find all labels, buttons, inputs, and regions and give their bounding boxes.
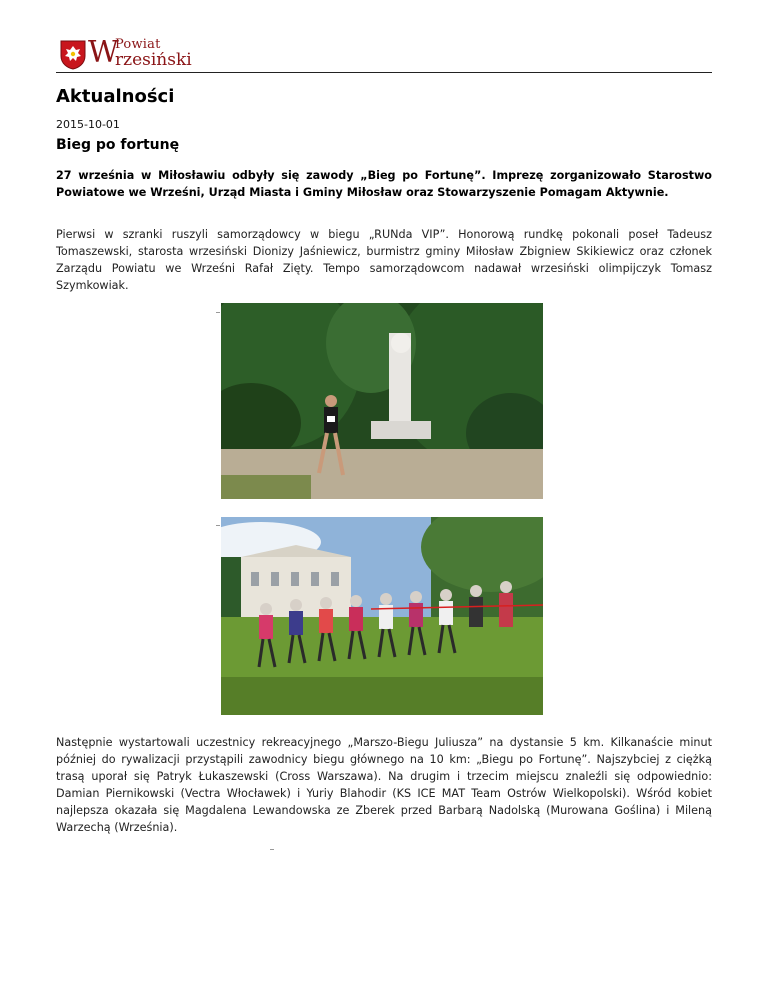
article-paragraph-2: Następnie wystartowali uczestnicy rekreacyjnego „Marszo-Biegu Juliusza” na dystansie 5 km. Kilkanaście minut później do rywalizacji przystąpili zawodnicy biegu głównego na 10 km: „Biegu po Fortunę”. Najszybciej z ciężką trasą uporał się Patryk Łukaszewski (Cross Warszawa). Na drugim i trzecim miejscu znaleźli się odpowiednio: Damian Piernikowski (Vectra Włocławek) i Yuriy Blahodir (KS ICE MAT Team Ostrów Wielkopolski). Wśród kobiet najlepsza okazała się Magdalena Lewandowska ze Zberek przed Barbarą Nadolską (Murowana Goślina) i Mileną Warzechą (Września). — [56, 736, 712, 834]
header-divider — [56, 72, 712, 73]
photo-children-race-start-image — [221, 517, 543, 715]
article-lead: 27 września w Miłosławiu odbyły się zawody „Bieg po Fortunę”. Imprezę zorganizowało Starostwo Powiatowe we Wrześni, Urząd Miasta i Gminy Miłosław oraz Stowarzyszenie Pomagam Aktywnie. — [56, 169, 712, 199]
photo-runner-monument-image — [221, 303, 543, 499]
article-paragraph-1: Pierwsi w szranki ruszyli samorządowcy w biegu „RUNda VIP”. Honorową rundkę pokonali poseł Tadeusz Tomaszewski, starosta wrzesiński Dionizy Jaśniewicz, burmistrz gminy Miłosław Zbigniew Skikiewicz oraz członek Zarządu Powiatu we Wrześni Rafał Zięty. Tempo samorządowcom nadawał wrzesiński olimpijczyk Tomasz Szymkowiak. — [56, 228, 712, 292]
coat-of-arms-icon — [60, 40, 86, 70]
brand-top-text: Powiat — [115, 37, 161, 52]
section-title: Aktualności — [56, 86, 175, 107]
image-marker — [270, 849, 274, 850]
page — [56, 0, 712, 834]
brand-bottom-text: rzesiński — [115, 50, 192, 70]
photo-children-race-start[interactable] — [221, 517, 543, 715]
image-marker — [216, 312, 220, 313]
brand-initial: W — [88, 35, 119, 70]
header — [56, 0, 712, 74]
image-marker — [216, 525, 220, 526]
site-logo[interactable] — [60, 35, 192, 70]
article-date: 2015-10-01 — [56, 118, 120, 131]
article-title: Bieg po fortunę — [56, 137, 180, 153]
photo-runner-monument[interactable] — [221, 303, 543, 499]
